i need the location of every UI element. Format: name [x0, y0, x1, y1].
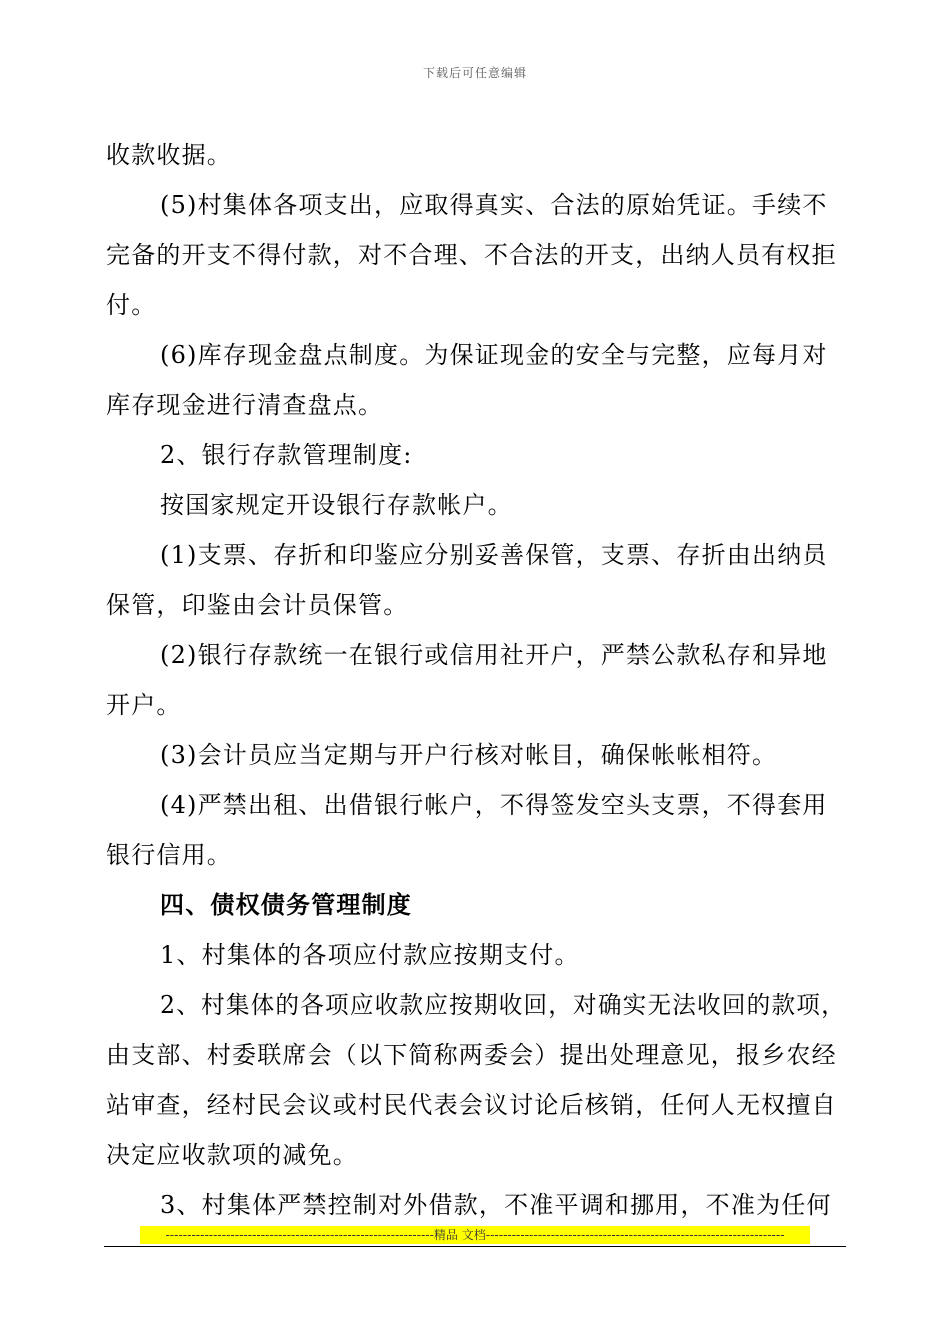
text-line: 保管，印鉴由会计员保管。	[106, 591, 409, 619]
page-header: 下载后可任意编辑	[422, 66, 527, 80]
text-line: (1)支票、存折和印鉴应分别妥善保管，支票、存折由出纳员	[160, 541, 828, 569]
text-line: 收款收据。	[106, 141, 232, 169]
text-line: 完备的开支不得付款，对不合理、不合法的开支，出纳人员有权拒	[106, 241, 837, 269]
text-line: 库存现金进行清查盘点。	[106, 391, 384, 419]
text-line: 付。	[106, 291, 157, 319]
text-line: 1、村集体的各项应付款应按期支付。	[160, 941, 580, 969]
text-line: (6)库存现金盘点制度。为保证现金的安全与完整，应每月对	[160, 341, 828, 369]
footer-divider	[104, 1246, 846, 1247]
footer-watermark: --------------------------------------------------------------精品 文档---------------------------------------------------------------------	[140, 1226, 810, 1244]
text-line: 开户。	[106, 691, 182, 719]
text-line: 3、村集体严禁控制对外借款，不准平调和挪用，不准为任何	[160, 1191, 832, 1219]
text-line: 银行信用。	[106, 841, 232, 869]
text-line: (5)村集体各项支出，应取得真实、合法的原始凭证。手续不	[160, 191, 828, 219]
text-line: (2)银行存款统一在银行或信用社开户，严禁公款私存和异地	[160, 641, 828, 669]
text-line: 按国家规定开设银行存款帐户。	[160, 491, 513, 519]
section-heading: 2、银行存款管理制度:	[160, 441, 413, 469]
text-line: 由支部、村委联席会（以下简称两委会）提出处理意见，报乡农经	[106, 1041, 837, 1069]
text-line: 决定应收款项的减免。	[106, 1141, 358, 1169]
text-line: 站审查，经村民会议或村民代表会议讨论后核销，任何人无权擅自	[106, 1091, 837, 1119]
text-line: (4)严禁出租、出借银行帐户，不得签发空头支票，不得套用	[160, 791, 828, 819]
text-line: 2、村集体的各项应收款应按期收回，对确实无法收回的款项，	[160, 991, 846, 1019]
text-line: (3)会计员应当定期与开户行核对帐目，确保帐帐相符。	[160, 741, 778, 769]
section-title: 四、债权债务管理制度	[160, 890, 412, 919]
